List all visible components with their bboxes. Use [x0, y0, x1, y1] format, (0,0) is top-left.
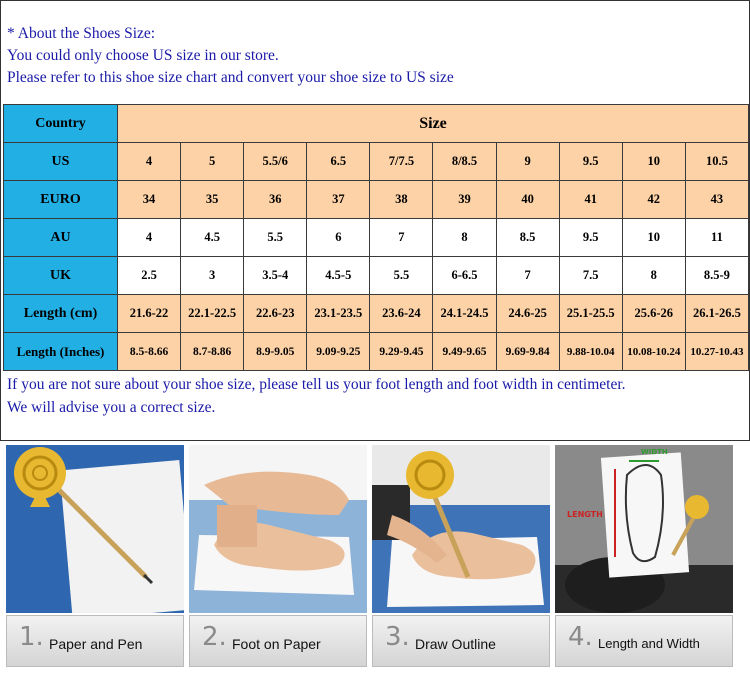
table-cell: 43 — [685, 181, 748, 219]
table-cell: 35 — [181, 181, 244, 219]
table-cell: 40 — [496, 181, 559, 219]
table-cell: 36 — [244, 181, 307, 219]
table-cell: 37 — [307, 181, 370, 219]
table-cell: 39 — [433, 181, 496, 219]
table-cell: 23.6-24 — [370, 295, 433, 333]
row-label-uk: UK — [4, 257, 118, 295]
table-cell: 7 — [496, 257, 559, 295]
table-row-us — [4, 143, 749, 181]
table-cell: 5.5 — [370, 257, 433, 295]
table-cell: 4.5-5 — [307, 257, 370, 295]
table-cell: 5.5 — [244, 219, 307, 257]
intro-text — [7, 23, 454, 89]
step-3 — [372, 445, 550, 669]
table-row-euro — [4, 181, 749, 219]
table-cell: 26.1-26.5 — [685, 295, 748, 333]
step-label: Foot on Paper — [232, 636, 321, 652]
table-cell: 24.1-24.5 — [433, 295, 496, 333]
table-cell: 9.88-10.04 — [559, 333, 622, 371]
step-label: Length and Width — [598, 636, 700, 651]
length-label: LENGTH — [567, 510, 603, 519]
step-number: 4. — [568, 622, 593, 652]
table-cell: 6 — [307, 219, 370, 257]
row-label-euro: EURO — [4, 181, 118, 219]
table-cell: 9.5 — [559, 219, 622, 257]
table-cell: 8.7-8.86 — [181, 333, 244, 371]
row-label-length-inches: Length (Inches) — [4, 333, 118, 371]
table-cell: 9.5 — [559, 143, 622, 181]
table-cell: 6.5 — [307, 143, 370, 181]
step-number: 3. — [385, 622, 410, 652]
row-label-au: AU — [4, 219, 118, 257]
advice-text — [7, 373, 626, 419]
advice-line-1: If you are not sure about your shoe size, please tell us your foot length and foot width in centimeter. — [7, 376, 626, 393]
step-label: Paper and Pen — [49, 636, 143, 652]
table-cell: 4 — [118, 143, 181, 181]
table-cell: 11 — [685, 219, 748, 257]
table-cell: 3 — [181, 257, 244, 295]
paper-and-pen-photo — [6, 445, 184, 613]
length-and-width-photo — [555, 445, 733, 613]
row-label-us: US — [4, 143, 118, 181]
step-4-caption — [555, 615, 733, 667]
row-label-length-cm: Length (cm) — [4, 295, 118, 333]
table-cell: 9 — [496, 143, 559, 181]
table-cell: 5.5/6 — [244, 143, 307, 181]
table-cell: 8.5-8.66 — [118, 333, 181, 371]
table-cell: 8.9-9.05 — [244, 333, 307, 371]
table-cell: 9.09-9.25 — [307, 333, 370, 371]
table-cell: 3.5-4 — [244, 257, 307, 295]
table-cell: 25.1-25.5 — [559, 295, 622, 333]
table-cell: 23.1-23.5 — [307, 295, 370, 333]
step-1-caption — [6, 615, 184, 667]
table-cell: 8.5-9 — [685, 257, 748, 295]
table-cell: 7.5 — [559, 257, 622, 295]
measuring-steps — [6, 445, 746, 669]
table-cell: 2.5 — [118, 257, 181, 295]
step-number: 1. — [19, 622, 44, 652]
table-cell: 9.49-9.65 — [433, 333, 496, 371]
table-cell: 24.6-25 — [496, 295, 559, 333]
table-row-length-inches — [4, 333, 749, 371]
table-cell: 41 — [559, 181, 622, 219]
table-cell: 6-6.5 — [433, 257, 496, 295]
table-cell: 9.29-9.45 — [370, 333, 433, 371]
table-cell: 10 — [622, 219, 685, 257]
table-cell: 8/8.5 — [433, 143, 496, 181]
step-3-caption — [372, 615, 550, 667]
table-cell: 8 — [433, 219, 496, 257]
step-4 — [555, 445, 733, 669]
table-cell: 22.6-23 — [244, 295, 307, 333]
size-conversion-table — [3, 104, 749, 371]
advice-line-2: We will advise you a correct size. — [7, 399, 216, 416]
size-header: Size — [118, 105, 749, 143]
table-cell: 25.6-26 — [622, 295, 685, 333]
intro-line-3: Please refer to this shoe size chart and convert your shoe size to US size — [7, 69, 454, 86]
table-cell: 10 — [622, 143, 685, 181]
table-cell: 8 — [622, 257, 685, 295]
table-cell: 22.1-22.5 — [181, 295, 244, 333]
table-cell: 5 — [181, 143, 244, 181]
step-1 — [6, 445, 184, 669]
table-cell: 7 — [370, 219, 433, 257]
table-row-au — [4, 219, 749, 257]
width-label: WIDTH — [641, 448, 668, 456]
table-row-uk — [4, 257, 749, 295]
step-label: Draw Outline — [415, 636, 496, 652]
country-header: Country — [4, 105, 118, 143]
table-cell: 4.5 — [181, 219, 244, 257]
table-header-row — [4, 105, 749, 143]
table-row-length-cm — [4, 295, 749, 333]
draw-outline-photo — [372, 445, 550, 613]
table-cell: 10.27-10.43 — [685, 333, 748, 371]
intro-line-2: You could only choose US size in our store. — [7, 47, 279, 64]
table-cell: 7/7.5 — [370, 143, 433, 181]
table-cell: 38 — [370, 181, 433, 219]
step-2-caption — [189, 615, 367, 667]
step-2 — [189, 445, 367, 669]
table-cell: 8.5 — [496, 219, 559, 257]
table-cell: 4 — [118, 219, 181, 257]
table-cell: 9.69-9.84 — [496, 333, 559, 371]
step-number: 2. — [202, 622, 227, 652]
table-cell: 34 — [118, 181, 181, 219]
table-cell: 42 — [622, 181, 685, 219]
table-cell: 10.5 — [685, 143, 748, 181]
intro-line-1: * About the Shoes Size: — [7, 25, 156, 42]
foot-on-paper-photo — [189, 445, 367, 613]
table-cell: 21.6-22 — [118, 295, 181, 333]
table-cell: 10.08-10.24 — [622, 333, 685, 371]
